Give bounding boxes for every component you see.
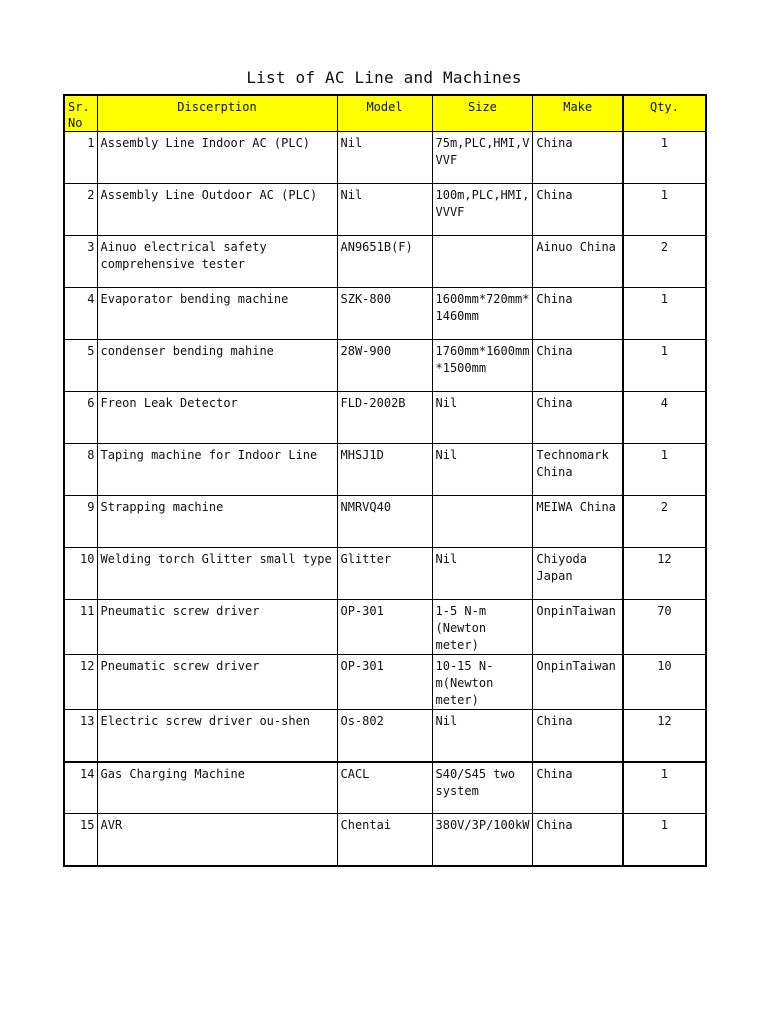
cell-size: 380V/3P/100kW (432, 814, 533, 866)
table-row (64, 340, 706, 392)
cell-size: 10-15 N-m(Newton meter) (432, 655, 533, 710)
cell-make: OnpinTaiwan (533, 600, 623, 655)
cell-size: Nil (432, 548, 533, 600)
cell-qty: 2 (623, 236, 706, 288)
table-body (64, 132, 706, 866)
cell-sr-no: 11 (64, 600, 97, 655)
cell-sr-no: 14 (64, 762, 97, 814)
cell-size: Nil (432, 710, 533, 762)
cell-make: Ainuo China (533, 236, 623, 288)
table-row (64, 184, 706, 236)
cell-model: MHSJ1D (337, 444, 432, 496)
cell-description: Ainuo electrical safety comprehensive tester (97, 236, 337, 288)
machines-table (63, 94, 707, 867)
cell-size: 1600mm*720mm* 1460mm (432, 288, 533, 340)
cell-size: 100m,PLC,HMI, VVVF (432, 184, 533, 236)
table-row (64, 600, 706, 655)
header-description: Discerption (97, 95, 337, 132)
cell-qty: 1 (623, 132, 706, 184)
table-row (64, 444, 706, 496)
cell-description: Pneumatic screw driver (97, 655, 337, 710)
cell-make: China (533, 762, 623, 814)
cell-sr-no: 8 (64, 444, 97, 496)
table-row (64, 288, 706, 340)
cell-size (432, 236, 533, 288)
cell-description: Freon Leak Detector (97, 392, 337, 444)
cell-model: Nil (337, 132, 432, 184)
cell-model: Chentai (337, 814, 432, 866)
cell-size: 1760mm*1600mm *1500mm (432, 340, 533, 392)
cell-qty: 1 (623, 814, 706, 866)
cell-qty: 12 (623, 710, 706, 762)
cell-model: SZK-800 (337, 288, 432, 340)
cell-model: OP-301 (337, 600, 432, 655)
cell-sr-no: 12 (64, 655, 97, 710)
cell-model: Os-802 (337, 710, 432, 762)
cell-description: Electric screw driver ou-shen (97, 710, 337, 762)
cell-description: Assembly Line Outdoor AC (PLC) (97, 184, 337, 236)
cell-make: Chiyoda Japan (533, 548, 623, 600)
cell-make: OnpinTaiwan (533, 655, 623, 710)
cell-qty: 1 (623, 444, 706, 496)
table-row (64, 814, 706, 866)
table-row (64, 655, 706, 710)
cell-description: Taping machine for Indoor Line (97, 444, 337, 496)
cell-qty: 1 (623, 762, 706, 814)
header-make: Make (533, 95, 623, 132)
header-model: Model (337, 95, 432, 132)
cell-qty: 12 (623, 548, 706, 600)
table-row (64, 392, 706, 444)
cell-qty: 1 (623, 340, 706, 392)
cell-description: condenser bending mahine (97, 340, 337, 392)
header-sr-label: Sr. No (68, 100, 90, 130)
table-row (64, 548, 706, 600)
cell-description: Strapping machine (97, 496, 337, 548)
cell-make: China (533, 184, 623, 236)
cell-size: Nil (432, 444, 533, 496)
cell-qty: 4 (623, 392, 706, 444)
cell-description: AVR (97, 814, 337, 866)
cell-make: MEIWA China (533, 496, 623, 548)
cell-description: Assembly Line Indoor AC (PLC) (97, 132, 337, 184)
cell-sr-no: 6 (64, 392, 97, 444)
header-size: Size (432, 95, 533, 132)
cell-qty: 10 (623, 655, 706, 710)
cell-model: Glitter (337, 548, 432, 600)
cell-make: China (533, 340, 623, 392)
table-row (64, 132, 706, 184)
cell-size: 75m,PLC,HMI,V VVF (432, 132, 533, 184)
cell-make: China (533, 288, 623, 340)
cell-size: Nil (432, 392, 533, 444)
cell-description: Welding torch Glitter small type (97, 548, 337, 600)
table-row (64, 236, 706, 288)
cell-size: S40/S45 two system (432, 762, 533, 814)
cell-qty: 1 (623, 184, 706, 236)
table-header-row (64, 95, 706, 132)
cell-model: CACL (337, 762, 432, 814)
cell-sr-no: 3 (64, 236, 97, 288)
table-row (64, 710, 706, 762)
cell-make: China (533, 814, 623, 866)
header-qty: Qty. (623, 95, 706, 132)
cell-make: Technomark China (533, 444, 623, 496)
cell-make: China (533, 710, 623, 762)
cell-sr-no: 5 (64, 340, 97, 392)
cell-model: AN9651B(F) (337, 236, 432, 288)
cell-sr-no: 15 (64, 814, 97, 866)
cell-description: Pneumatic screw driver (97, 600, 337, 655)
table-row (64, 762, 706, 814)
cell-sr-no: 2 (64, 184, 97, 236)
cell-description: Gas Charging Machine (97, 762, 337, 814)
cell-model: OP-301 (337, 655, 432, 710)
table-row (64, 496, 706, 548)
cell-sr-no: 1 (64, 132, 97, 184)
cell-make: China (533, 132, 623, 184)
cell-model: Nil (337, 184, 432, 236)
cell-sr-no: 9 (64, 496, 97, 548)
cell-model: FLD-2002B (337, 392, 432, 444)
cell-size: 1-5 N-m (Newton meter) (432, 600, 533, 655)
cell-qty: 1 (623, 288, 706, 340)
cell-model: 28W-900 (337, 340, 432, 392)
cell-sr-no: 10 (64, 548, 97, 600)
document-title: List of AC Line and Machines (246, 68, 522, 87)
cell-model: NMRVQ40 (337, 496, 432, 548)
cell-description: Evaporator bending machine (97, 288, 337, 340)
cell-make: China (533, 392, 623, 444)
cell-sr-no: 4 (64, 288, 97, 340)
header-sr-no (64, 95, 97, 132)
cell-qty: 70 (623, 600, 706, 655)
cell-sr-no: 13 (64, 710, 97, 762)
cell-qty: 2 (623, 496, 706, 548)
cell-size (432, 496, 533, 548)
